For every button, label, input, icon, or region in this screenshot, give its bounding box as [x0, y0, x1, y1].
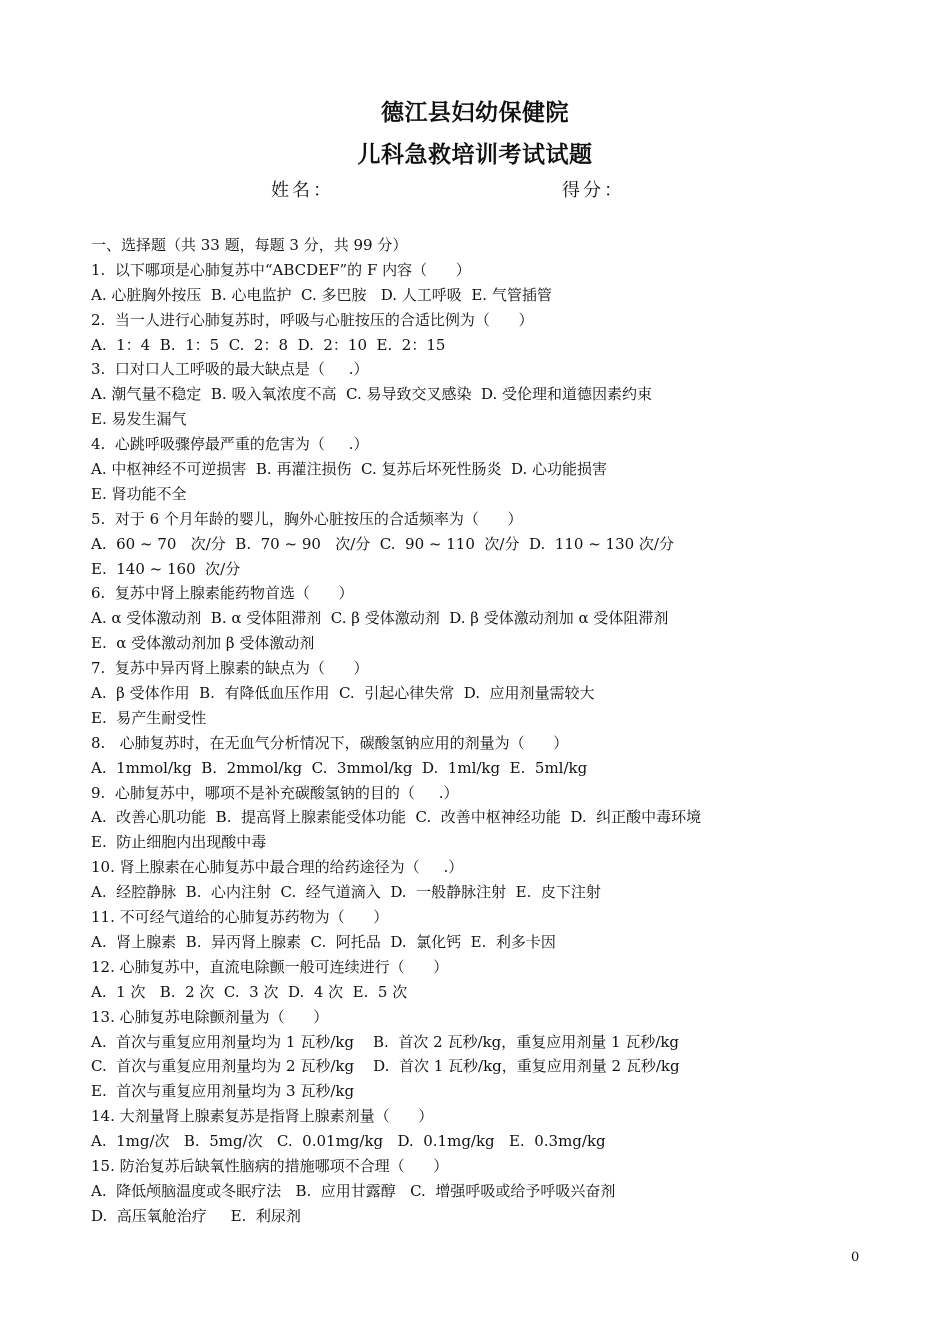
exam-title: 儿科急救培训考试试题 — [357, 142, 593, 168]
score-label: 得分： — [562, 180, 625, 201]
text-line: E. 肾功能不全 — [91, 484, 187, 503]
text-line: A. 中枢神经不可逆损害 B. 再灌注损伤 C. 复苏后坏死性肠炎 D. 心功能损害 — [91, 460, 608, 479]
text-line: A. 降低颅脑温度或冬眠疗法 B. 应用甘露醇 C. 增强呼吸或给予呼吸兴奋剂 — [91, 1181, 616, 1200]
text-line: 2. 当一人进行心肺复苏时，呼吸与心脏按压的合适比例为（ ） — [91, 310, 534, 329]
text-line: A. β 受体作用 B. 有降低血压作用 C. 引起心律失常 D. 应用剂量需较大 — [91, 684, 595, 703]
text-line: 1. 以下哪项是心肺复苏中“ABCDEF”的 F 内容（ ） — [91, 260, 471, 279]
page-number: 0 — [851, 1250, 860, 1265]
text-line: 一、选择题（共 33 题，每题 3 分，共 99 分） — [91, 236, 408, 254]
text-line: 4. 心跳呼吸骤停最严重的危害为（ .） — [91, 435, 369, 454]
text-line: E. 易发生漏气 — [91, 410, 187, 429]
text-line: E. 140 ~ 160 次/分 — [91, 559, 241, 578]
text-line: 15. 防治复苏后缺氧性脑病的措施哪项不合理（ ） — [91, 1156, 449, 1175]
text-line: A. 1 次 B. 2 次 C. 3 次 D. 4 次 E. 5 次 — [91, 982, 408, 1001]
text-line: E. 首次与重复应用剂量均为 3 瓦秒/kg — [91, 1082, 355, 1101]
text-line: 14. 大剂量肾上腺素复苏是指肾上腺素剂量（ ） — [91, 1107, 434, 1126]
text-line: 8. 心肺复苏时，在无血气分析情况下，碳酸氢钠应用的剂量为（ ） — [91, 733, 569, 752]
document-title: 德江县妇幼保健院 — [381, 100, 569, 126]
text-line: 13. 心肺复苏电除颤剂量为（ ） — [91, 1007, 329, 1026]
text-line: 10. 肾上腺素在心肺复苏中最合理的给药途径为（ .） — [91, 858, 464, 877]
exam-body — [91, 233, 811, 1229]
text-line: A. 60 ~ 70 次/分 B. 70 ~ 90 次/分 C. 90 ~ 110 次/分 D. 110 ~ 130 次/分 — [91, 534, 674, 553]
text-line: A. 肾上腺素 B. 异丙肾上腺素 C. 阿托品 D. 氯化钙 E. 利多卡因 — [91, 932, 556, 951]
text-line: 7. 复苏中异丙肾上腺素的缺点为（ ） — [91, 659, 369, 678]
text-line: 3. 口对口人工呼吸的最大缺点是（ .） — [91, 360, 369, 379]
text-line: A. α 受体激动剂 B. α 受体阻滞剂 C. β 受体激动剂 D. β 受体激动剂加 α 受体阻滞剂 — [91, 609, 669, 628]
text-line: C. 首次与重复应用剂量均为 2 瓦秒/kg D. 首次 1 瓦秒/kg，重复应用剂量 2 瓦秒/kg — [91, 1057, 680, 1076]
text-line: A. 1mmol/kg B. 2mmol/kg C. 3mmol/kg D. 1ml/kg E. 5ml/kg — [91, 758, 588, 777]
text-line: E. 易产生耐受性 — [91, 708, 207, 727]
text-line: D. 高压氧舱治疗 E. 利尿剂 — [91, 1206, 301, 1225]
text-line: A. 1：4 B. 1：5 C. 2：8 D. 2：10 E. 2：15 — [91, 335, 446, 354]
text-line: A. 1mg/次 B. 5mg/次 C. 0.01mg/kg D. 0.1mg/kg E. 0.3mg/kg — [91, 1132, 606, 1151]
text-line: 9. 心肺复苏中，哪项不是补充碳酸氢钠的目的（ .） — [91, 783, 459, 802]
text-line: 11. 不可经气道给的心肺复苏药物为（ ） — [91, 908, 389, 927]
text-line: E. 防止细胞内出现酸中毒 — [91, 833, 267, 852]
text-line: 5. 对于 6 个月年龄的婴儿，胸外心脏按压的合适频率为（ ） — [91, 509, 523, 528]
text-line: E. α 受体激动剂加 β 受体激动剂 — [91, 634, 315, 653]
name-label: 姓名： — [271, 180, 334, 201]
text-line: A. 经腔静脉 B. 心内注射 C. 经气道滴入 D. 一般静脉注射 E. 皮下注射 — [91, 883, 601, 902]
text-line: A. 心脏胸外按压 B. 心电监护 C. 多巴胺 D. 人工呼吸 E. 气管插管 — [91, 285, 552, 304]
text-line: 12. 心肺复苏中，直流电除颤一般可连续进行（ ） — [91, 957, 449, 976]
text-line: 6. 复苏中肾上腺素能药物首选（ ） — [91, 584, 354, 603]
text-line: A. 改善心肌功能 B. 提高肾上腺素能受体功能 C. 改善中枢神经功能 D. 纠正酸中毒环境 — [91, 808, 702, 827]
text-line: A. 首次与重复应用剂量均为 1 瓦秒/kg B. 首次 2 瓦秒/kg，重复应用剂量 1 瓦秒/kg — [91, 1032, 680, 1051]
text-line: A. 潮气量不稳定 B. 吸入氧浓度不高 C. 易导致交叉感染 D. 受伦理和道德因素约束 — [91, 385, 653, 404]
